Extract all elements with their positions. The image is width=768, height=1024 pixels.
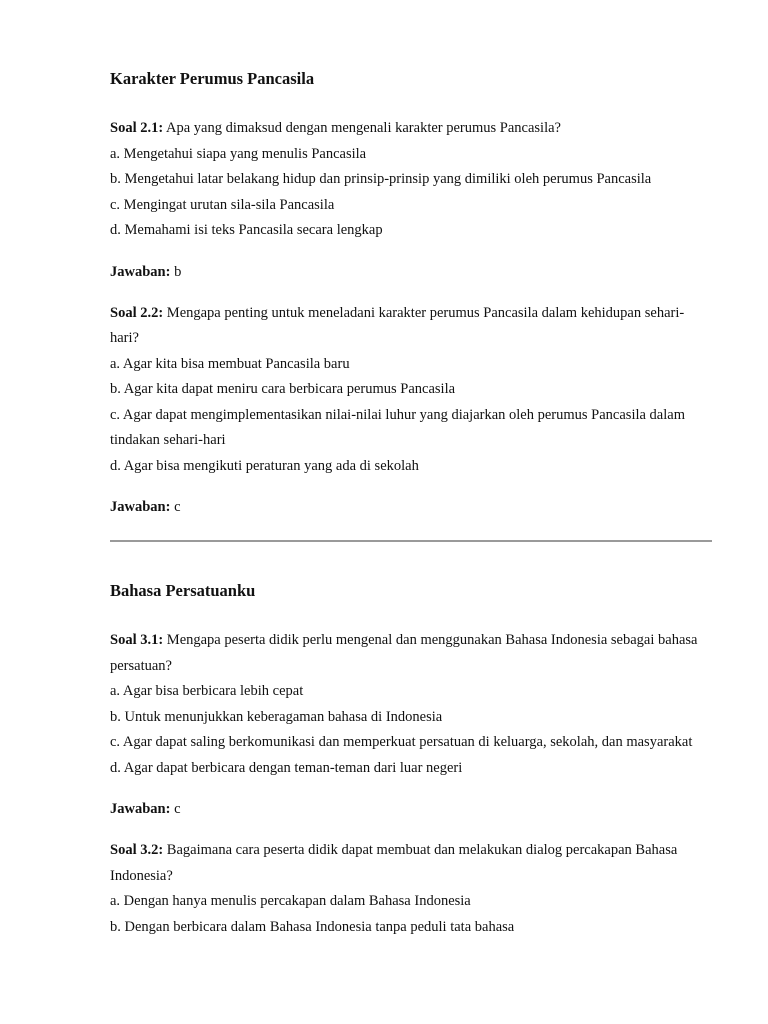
option-b: b. Untuk menunjukkan keberagaman bahasa di Indonesia xyxy=(110,708,443,725)
question-body: Bagaimana cara peserta didik dapat membuat dan melakukan dialog percakapan Bahasa Indonesia? xyxy=(110,842,678,884)
answer-value: c xyxy=(170,801,181,817)
answer-label: Jawaban: xyxy=(110,801,171,817)
question-block xyxy=(110,628,712,822)
answer-label: Jawaban: xyxy=(110,263,171,280)
section-divider xyxy=(110,540,712,542)
option-b: b. Agar kita dapat meniru cara berbicara perumus Pancasila xyxy=(110,381,456,397)
option-d: d. Memahami isi teks Pancasila secara lengkap xyxy=(110,222,383,238)
option-b: b. Dengan berbicara dalam Bahasa Indonesia tanpa peduli tata bahasa xyxy=(110,918,515,935)
question-text xyxy=(110,838,712,889)
question-body: Apa yang dimaksud dengan mengenali karakter perumus Pancasila? xyxy=(163,120,561,136)
question-body: Mengapa peserta didik perlu mengenal dan menggunakan Bahasa Indonesia sebagai bahasa persatuan? xyxy=(110,632,698,674)
option-a: a. Agar kita bisa membuat Pancasila baru xyxy=(110,355,350,372)
question-block xyxy=(110,838,712,940)
answer-label: Jawaban: xyxy=(110,499,171,515)
option-c: c. Agar dapat mengimplementasikan nilai-nilai luhur yang diajarkan oleh perumus Pancasila dalam tindakan sehari-hari xyxy=(110,406,685,448)
question-block xyxy=(110,116,712,285)
option-c: c. Mengingat urutan sila-sila Pancasila xyxy=(110,196,335,213)
question-label: Soal 2.2: xyxy=(110,304,164,321)
answer-line xyxy=(110,797,712,822)
option-b: b. Mengetahui latar belakang hidup dan prinsip-prinsip yang dimiliki oleh perumus Pancasila xyxy=(110,171,652,187)
answer-line xyxy=(110,260,712,285)
option-d: d. Agar bisa mengikuti peraturan yang ada di sekolah xyxy=(110,457,419,474)
section-karakter-perumus xyxy=(110,68,712,520)
option-a: a. Dengan hanya menulis percakapan dalam Bahasa Indonesia xyxy=(110,893,471,909)
question-body: Mengapa penting untuk meneladani karakter perumus Pancasila dalam kehidupan sehari-hari? xyxy=(110,304,685,346)
question-label: Soal 3.1: xyxy=(110,632,164,648)
question-text xyxy=(110,301,712,352)
option-a: a. Agar bisa berbicara lebih cepat xyxy=(110,683,304,699)
section-title: Bahasa Persatuanku xyxy=(110,581,256,600)
question-text xyxy=(110,628,712,679)
answer-line xyxy=(110,495,712,520)
question-block xyxy=(110,301,712,521)
question-label: Soal 2.1: xyxy=(110,120,164,136)
section-bahasa-persatuan xyxy=(110,580,712,940)
answer-value: c xyxy=(170,499,181,515)
option-c: c. Agar dapat saling berkomunikasi dan memperkuat persatuan di keluarga, sekolah, dan masyarakat xyxy=(110,734,693,750)
option-d: d. Agar dapat berbicara dengan teman-teman dari luar negeri xyxy=(110,759,463,776)
question-text xyxy=(110,116,712,142)
answer-value: b xyxy=(170,263,182,280)
section-title: Karakter Perumus Pancasila xyxy=(110,69,315,88)
option-a: a. Mengetahui siapa yang menulis Pancasila xyxy=(110,145,367,162)
question-label: Soal 3.2: xyxy=(110,842,164,858)
